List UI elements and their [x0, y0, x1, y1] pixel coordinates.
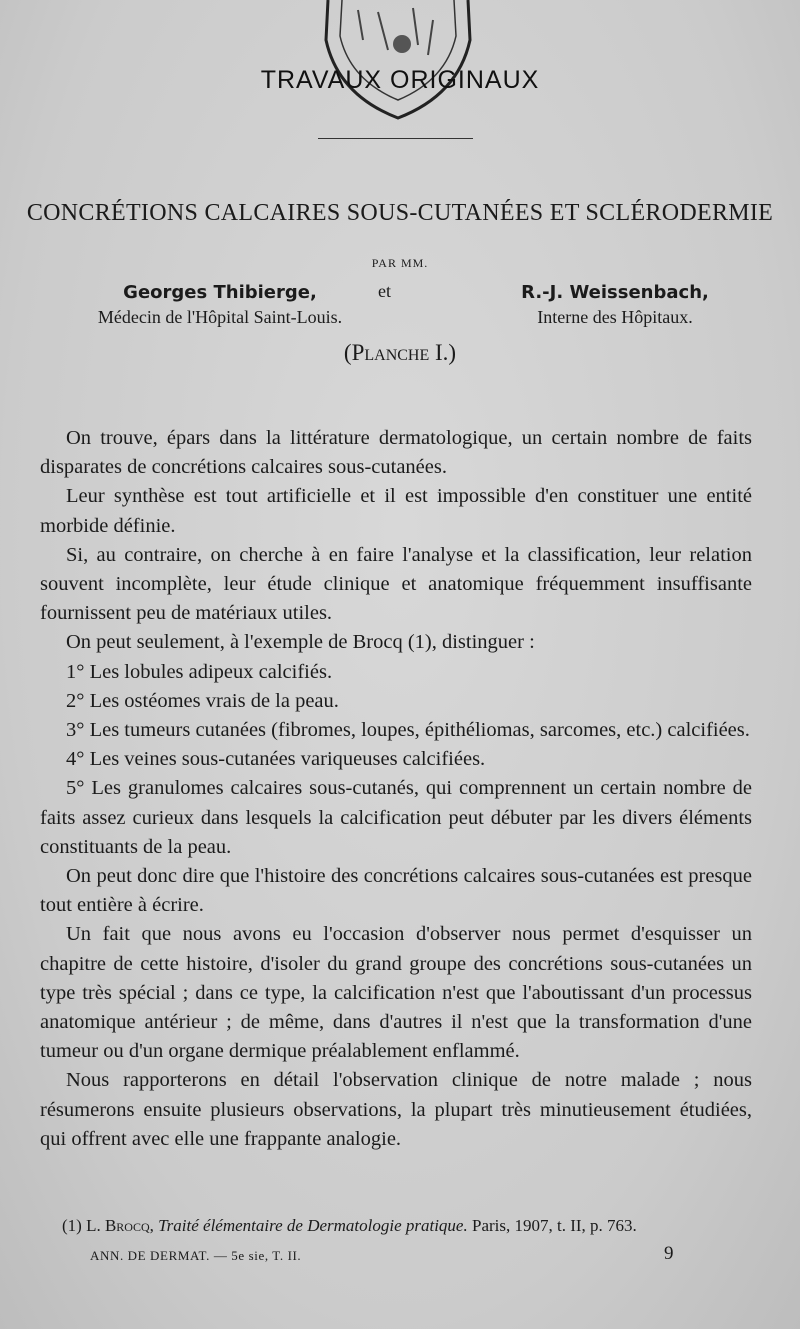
footnote-marker: (1) L. [62, 1216, 101, 1235]
plate-reference: (Planche I.) [343, 340, 457, 365]
author-conjunction: et [378, 281, 391, 301]
page-number: 9 [664, 1243, 674, 1264]
heading-rule [318, 138, 473, 139]
footer [40, 1248, 680, 1264]
paragraph: Si, au contraire, on cherche à en faire l'analyse et la classification, leur relation souvent incomplète, leur étude clinique et anatomique fréquemment insuffisante fournissent peu de matériaux utiles. [40, 543, 752, 625]
article-title: CONCRÉTIONS CALCAIRES SOUS-CUTANÉES ET SCLÉRODERMIE [26, 200, 774, 226]
list-item: 2° Les ostéomes vrais de la peau. [66, 689, 339, 712]
paragraph: On peut donc dire que l'histoire des concrétions calcaires sous-cutanées est presque tout entière à écrire. [40, 865, 752, 917]
paragraph: Un fait que nous avons eu l'occasion d'observer nous permet d'esquisser un chapitre de cette histoire, d'isoler du grand groupe des concrétions sous-cutanées un type très spécial ; dans ce type, la calcification n'est que l'aboutissant d'un processus anatomique antérieur ; de même, dans d'autres il n'est que la transformation d'une tumeur ou d'un organe dermique préalablement enflammé. [40, 923, 752, 1063]
by-line: PAR MM. [371, 256, 429, 270]
author-right-name: R.-J. Weissenbach, [521, 282, 709, 303]
journal-source: ANN. DE DERMAT. — 5e sie, T. II. [90, 1248, 302, 1263]
list-item: 5° Les granulomes calcaires sous-cutanés, qui comprennent un certain nombre de faits assez curieux dans lesquels la calcification peut débuter par les divers éléments constituants de la peau. [40, 777, 752, 858]
paragraph: Nous rapporterons en détail l'observation clinique de notre malade ; nous résumerons ensuite plusieurs observations, la plupart très minutieusement étudiées, qui offrent avec elle une frappante analogie. [40, 1069, 752, 1150]
list-item: 3° Les tumeurs cutanées (fibromes, loupes, épithéliomas, sarcomes, etc.) calcifiées. [66, 719, 750, 742]
library-stamp-icon [318, 0, 478, 122]
footnote-author: Brocq, [104, 1216, 154, 1235]
author-left-role: Médecin de l'Hôpital Saint-Louis. [97, 307, 343, 327]
author-left-name: Georges Thibierge, [123, 282, 317, 303]
list-item: 4° Les veines sous-cutanées variqueuses calcifiées. [66, 748, 486, 771]
paragraph: On trouve, épars dans la littérature dermatologique, un certain nombre de faits disparates de concrétions calcaires sous-cutanées. [40, 427, 752, 479]
footnote-work: Traité élémentaire de Dermatologie pratique. [158, 1216, 468, 1235]
author-right-role: Interne des Hôpitaux. [537, 307, 693, 327]
paragraph: Leur synthèse est tout artificielle et il est impossible d'en constituer une entité morbide définie. [40, 485, 752, 537]
body-text [40, 424, 752, 1154]
paragraph: On peut seulement, à l'exemple de Brocq (1), distinguer : [66, 631, 535, 654]
list-item: 1° Les lobules adipeux calcifiés. [66, 660, 333, 683]
section-heading: TRAVAUX ORIGINAUX [260, 66, 540, 94]
footnote-details: Paris, 1907, t. II, p. 763. [471, 1216, 637, 1235]
author-left [60, 281, 380, 329]
footnote [40, 1216, 760, 1236]
author-right [470, 281, 760, 329]
